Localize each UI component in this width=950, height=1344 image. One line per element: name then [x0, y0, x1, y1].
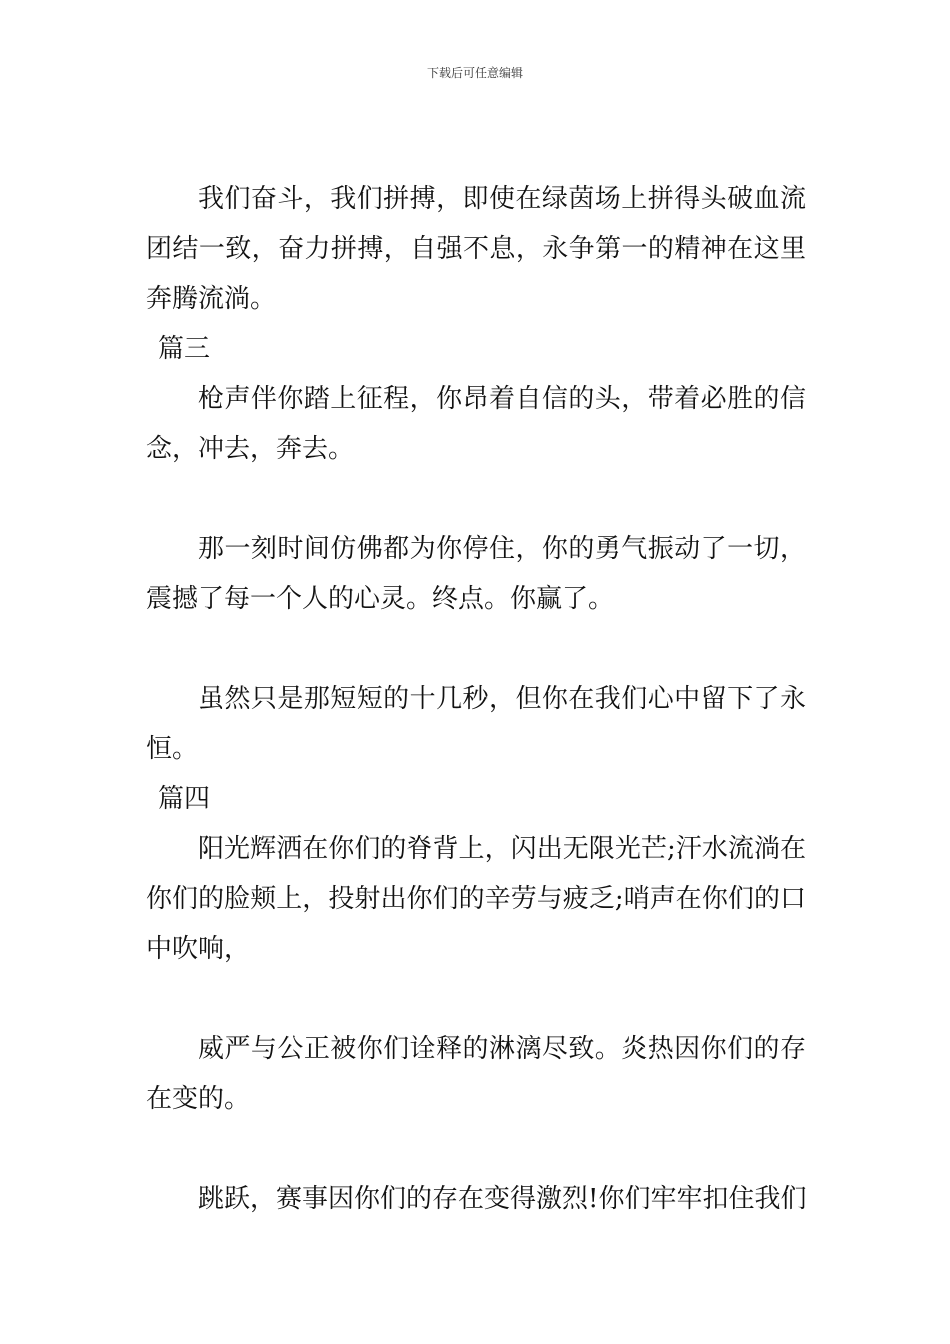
paragraph-line: 威严与公正被你们诠释的淋漓尽致。炎热因你们的存: [198, 1034, 806, 1064]
paragraph-line: 在变的。: [146, 1084, 251, 1114]
paragraph-line: 那一刻时间仿佛都为你停住，你的勇气振动了一切，: [198, 534, 806, 564]
section-heading: 篇四: [158, 784, 211, 814]
paragraph-line: 阳光辉洒在你们的脊背上，闪出无限光芒;汗水流淌在: [198, 834, 806, 864]
paragraph-line: 枪声伴你踏上征程，你昂着自信的头，带着必胜的信: [198, 384, 806, 414]
paragraph-line: 恒。: [146, 734, 199, 764]
paragraph-line: 团结一致，奋力拼搏，自强不息，永争第一的精神在这里: [146, 234, 806, 264]
paragraph-line: 奔腾流淌。: [146, 284, 277, 314]
paragraph-line: 念，冲去，奔去。: [146, 434, 355, 464]
paragraph-line: 虽然只是那短短的十几秒，但你在我们心中留下了永: [198, 684, 806, 714]
paragraph-line: 震撼了每一个人的心灵。终点。你赢了。: [146, 584, 615, 614]
paragraph-line: 你们的脸颊上，投射出你们的辛劳与疲乏;哨声在你们的口: [146, 884, 806, 914]
paragraph-line: 我们奋斗，我们拼搏，即使在绿茵场上拼得头破血流: [198, 184, 806, 214]
section-heading: 篇三: [158, 334, 211, 364]
paragraph-line: 中吹响，: [146, 934, 251, 964]
paragraph-line: 跳跃，赛事因你们的存在变得激烈!你们牢牢扣住我们: [198, 1184, 807, 1214]
header-note: 下载后可任意编辑: [426, 66, 523, 80]
